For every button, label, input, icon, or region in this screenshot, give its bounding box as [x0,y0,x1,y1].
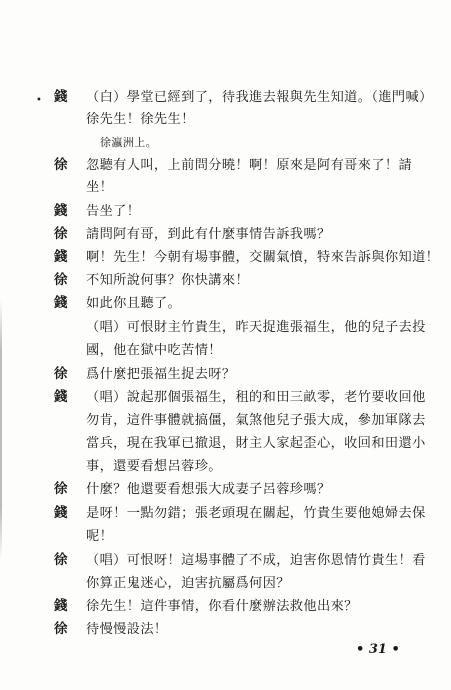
page-edge-shadow [0,300,2,560]
dialogue-line: 忽聽有人叫，上前問分曉！啊！原來是阿有哥來了！請 [86,158,413,173]
dialogue-line: 徐先生！徐先生！ [86,112,195,127]
speaker-qian: 錢 [54,389,68,405]
speaker-qian: 錢 [54,295,68,311]
dialogue-line: 呢！ [86,529,114,544]
speaker-qian: 錢 [54,249,68,265]
dialogue-line: 坐！ [86,180,114,195]
speaker-xu: 徐 [54,272,68,288]
speaker-xu: 徐 [54,481,68,497]
dialogue-line: 事，還要看想呂蓉珍。 [86,459,222,474]
dialogue-line: 告坐了！ [86,204,141,219]
speaker-xu: 徐 [54,366,68,382]
dialogue-line: 啊！先生！今朝有場事體，交關氣憤，特來告訴與你知道！ [86,250,440,265]
speaker-xu: 徐 [54,157,68,173]
dialogue-line: （唱）可恨財主竹貴生，昨天捉進張福生，他的兒子去投 [86,320,426,335]
dialogue-line: （唱）可恨呀！這場事體了不成，迫害你恩情竹貴生！看 [86,553,426,568]
speaker-xu: 徐 [54,552,68,568]
page-number: • 31 • [356,642,400,657]
dialogue-line: 是呀！一點勿錯；張老頭現在關起，竹貴生要他媳婦去保 [86,506,426,521]
dialogue-line: 請問阿有哥，到此有什麼事情告訴我嗎？ [86,227,331,242]
speaker-qian: 錢 [54,598,68,614]
dialogue-line: 待慢慢設法！ [86,622,168,637]
speaker-xu: 徐 [54,226,68,242]
speaker-xu: 徐 [54,621,68,637]
dialogue-line: 如此你且聽了。 [86,296,182,311]
dialogue-line: 徐先生！這件事情，你看什麼辦法救他出來？ [86,599,358,614]
dialogue-line: 勿肯，這件事體就搞僵，氣煞他兒子張大成，參加軍隊去 [86,413,426,428]
stage-direction: 徐瀛洲上。 [100,136,157,149]
dialogue-line: 你算正鬼迷心，迫害抗屬爲何因？ [86,576,290,591]
dialogue-line: 國，他在獄中吃苦情！ [86,343,222,358]
speaker-qian: 錢 [54,203,68,219]
dialogue-line: 什麼？他還要看想張大成妻子呂蓉珍嗎？ [86,482,331,497]
dialogue-line: 不知所說何事？你快講來！ [86,273,250,288]
dialogue-line: （唱）說起那個張福生，租的和田三畝零，老竹要收回他 [86,390,426,405]
dialogue-line: 當兵，現在我軍已撤退，財主人家起歪心，收回和田還小 [86,436,426,451]
margin-mark: • [36,95,42,106]
dialogue-line: （白）學堂已經到了，待我進去報與先生知道。（進門喊） [86,90,433,105]
dialogue-line: 爲什麼把張福生捉去呀？ [86,367,236,382]
speaker-qian: 錢 [54,89,68,105]
speaker-qian: 錢 [54,505,68,521]
